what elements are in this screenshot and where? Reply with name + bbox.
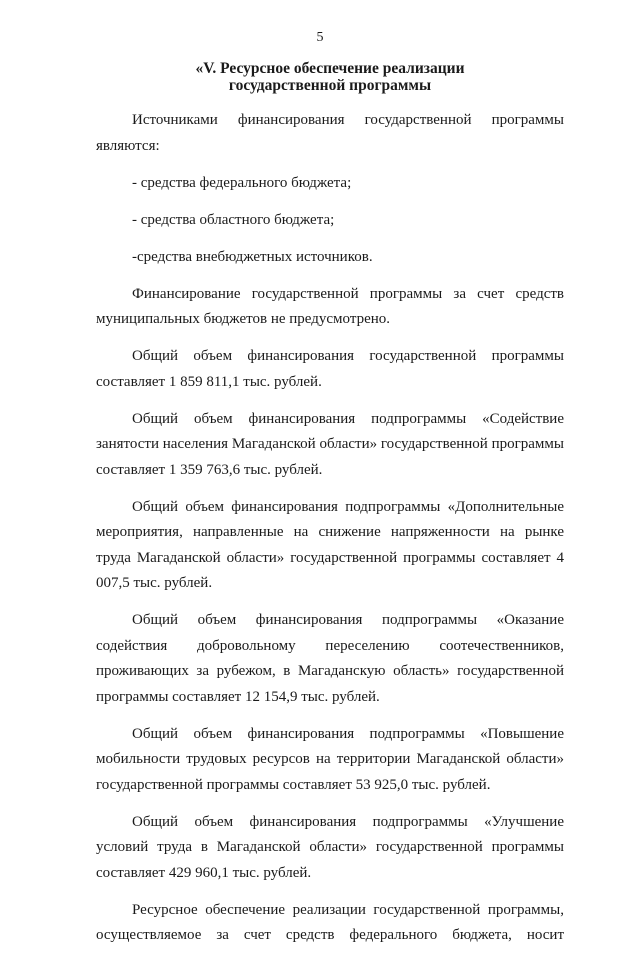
paragraph-resource-provision: Ресурсное обеспечение реализации государственной программы, осуществляемое за счет средств федерального бюджета, носит [96, 901, 564, 943]
paragraph-municipal-budgets: Финансирование государственной программы за счет средств муниципальных бюджетов не предусмотрено. [96, 285, 564, 327]
section-heading-line-2: государственной программы [228, 77, 432, 94]
section-heading-line-1: «V. Ресурсное обеспечение реализации [195, 60, 465, 77]
paragraph-subprogram-labour-market: Общий объем финансирования подпрограммы «Дополнительные мероприятия, направленные на снижение напряженности на рынке труда Магаданской области» государственной программы составляет 4 007,5 тыс. рублей. [96, 498, 564, 591]
list-item-regional-budget: - средства областного бюджета; [132, 211, 335, 228]
paragraph-total-funding: Общий объем финансирования государственной программы составляет 1 859 811,1 тыс. рублей. [96, 348, 564, 390]
paragraph-subprogram-mobility: Общий объем финансирования подпрограммы «Повышение мобильности трудовых ресурсов на территории Магаданской области» государственной программы составляет 53 925,0 тыс. рублей. [96, 725, 564, 793]
list-item-extrabudgetary: -средства внебюджетных источников. [132, 248, 373, 265]
page-number: 5 [316, 30, 324, 45]
list-item-federal-budget: - средства федерального бюджета; [132, 174, 352, 191]
paragraph-funding-sources: Источниками финансирования государственной программы являются: [96, 112, 564, 154]
paragraph-subprogram-employment: Общий объем финансирования подпрограммы «Содействие занятости населения Магаданской области» государственной программы составляет 1 359 763,6 тыс. рублей. [96, 410, 564, 478]
section-heading [95, 60, 565, 94]
paragraph-subprogram-working-conditions: Общий объем финансирования подпрограммы «Улучшение условий труда в Магаданской области» государственной программы составляет 429 960,1 тыс. рублей. [96, 813, 564, 881]
paragraph-subprogram-resettlement: Общий объем финансирования подпрограммы «Оказание содействия добровольному переселению соотечественников, проживающих за рубежом, в Магаданскую область» государственной программы составляет 12 154,9 тыс. рублей. [96, 612, 564, 705]
document-body [96, 108, 564, 960]
